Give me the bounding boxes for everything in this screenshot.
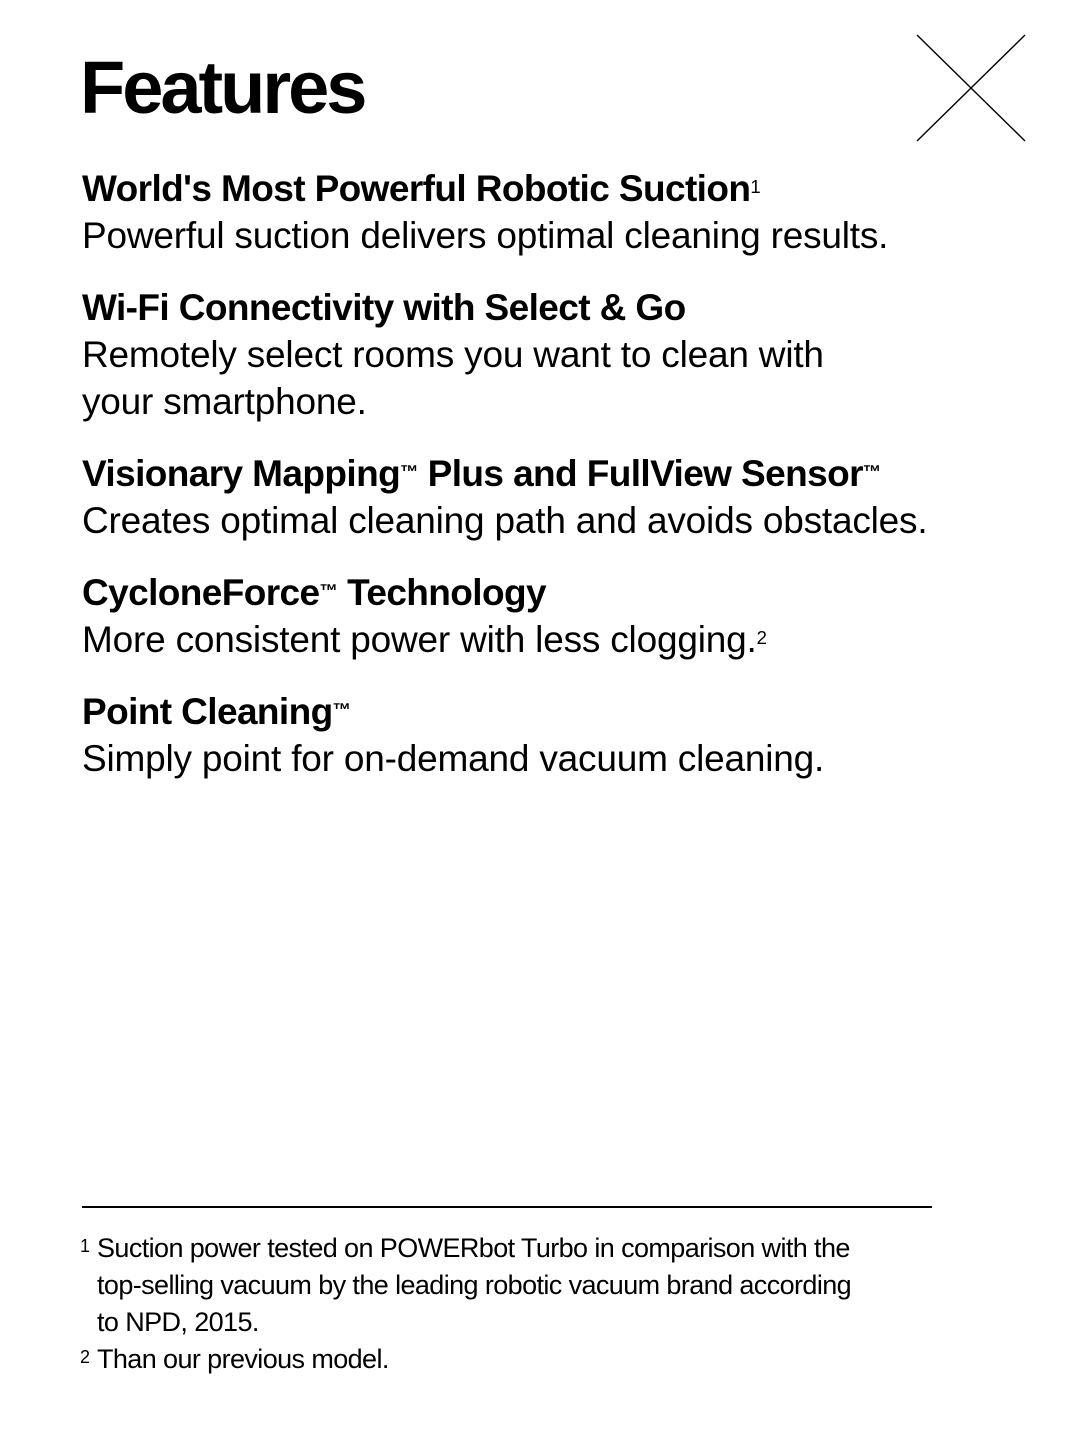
feature-title-text: Technology [337,572,546,613]
close-icon [916,34,1026,144]
feature-description-text: More consistent power with less clogging. [82,619,757,660]
feature-title [82,570,1042,616]
feature-description-line: your smartphone. [82,381,367,422]
feature-title [82,451,1042,497]
footnote-line: top-selling vacuum by the leading robotic vacuum brand according [97,1270,852,1300]
features-list [82,166,1042,808]
footnote-line: Than our previous model. [97,1344,389,1374]
feature-description [82,616,1042,663]
feature-title [82,166,1042,212]
feature-description [82,331,1042,425]
footnote-divider [82,1206,932,1208]
footnote-2 [80,1341,960,1378]
feature-description: Simply point for on-demand vacuum cleaning. [82,738,825,779]
feature-title-text: Plus and FullView Sensor [417,453,863,494]
trademark-mark: ™ [319,580,338,601]
feature-description: Powerful suction delivers optimal cleaning results. [82,215,889,256]
feature-title-text: CycloneForce [82,572,320,613]
feature-description: Creates optimal cleaning path and avoids obstacles. [82,500,928,541]
feature-description-line: Remotely select rooms you want to clean with [82,334,824,375]
feature-item [82,689,1042,782]
feature-title: Wi-Fi Connectivity with Select & Go [82,287,686,328]
feature-title-text: Visionary Mapping [82,453,401,494]
footnote-mark: 1 [80,1236,90,1256]
feature-item [82,285,1042,425]
footnotes [80,1230,960,1378]
footnote-mark: 2 [80,1347,90,1367]
footnote-ref: 2 [756,627,767,648]
footnote-line: to NPD, 2015. [97,1307,259,1337]
feature-title-text: World's Most Powerful Robotic Suction [82,168,751,209]
footnote-ref: 1 [750,176,761,197]
feature-item [82,166,1042,259]
footnote-1 [80,1230,960,1341]
trademark-mark: ™ [862,461,881,482]
feature-title-text: Point Cleaning [82,691,333,732]
feature-item [82,451,1042,544]
feature-item [82,570,1042,663]
page-title: Features [80,46,365,129]
close-button[interactable] [916,34,1026,144]
trademark-mark: ™ [400,461,418,482]
trademark-mark: ™ [332,699,351,720]
feature-title [82,689,1042,735]
footnote-line: Suction power tested on POWERbot Turbo in comparison with the [97,1233,850,1263]
